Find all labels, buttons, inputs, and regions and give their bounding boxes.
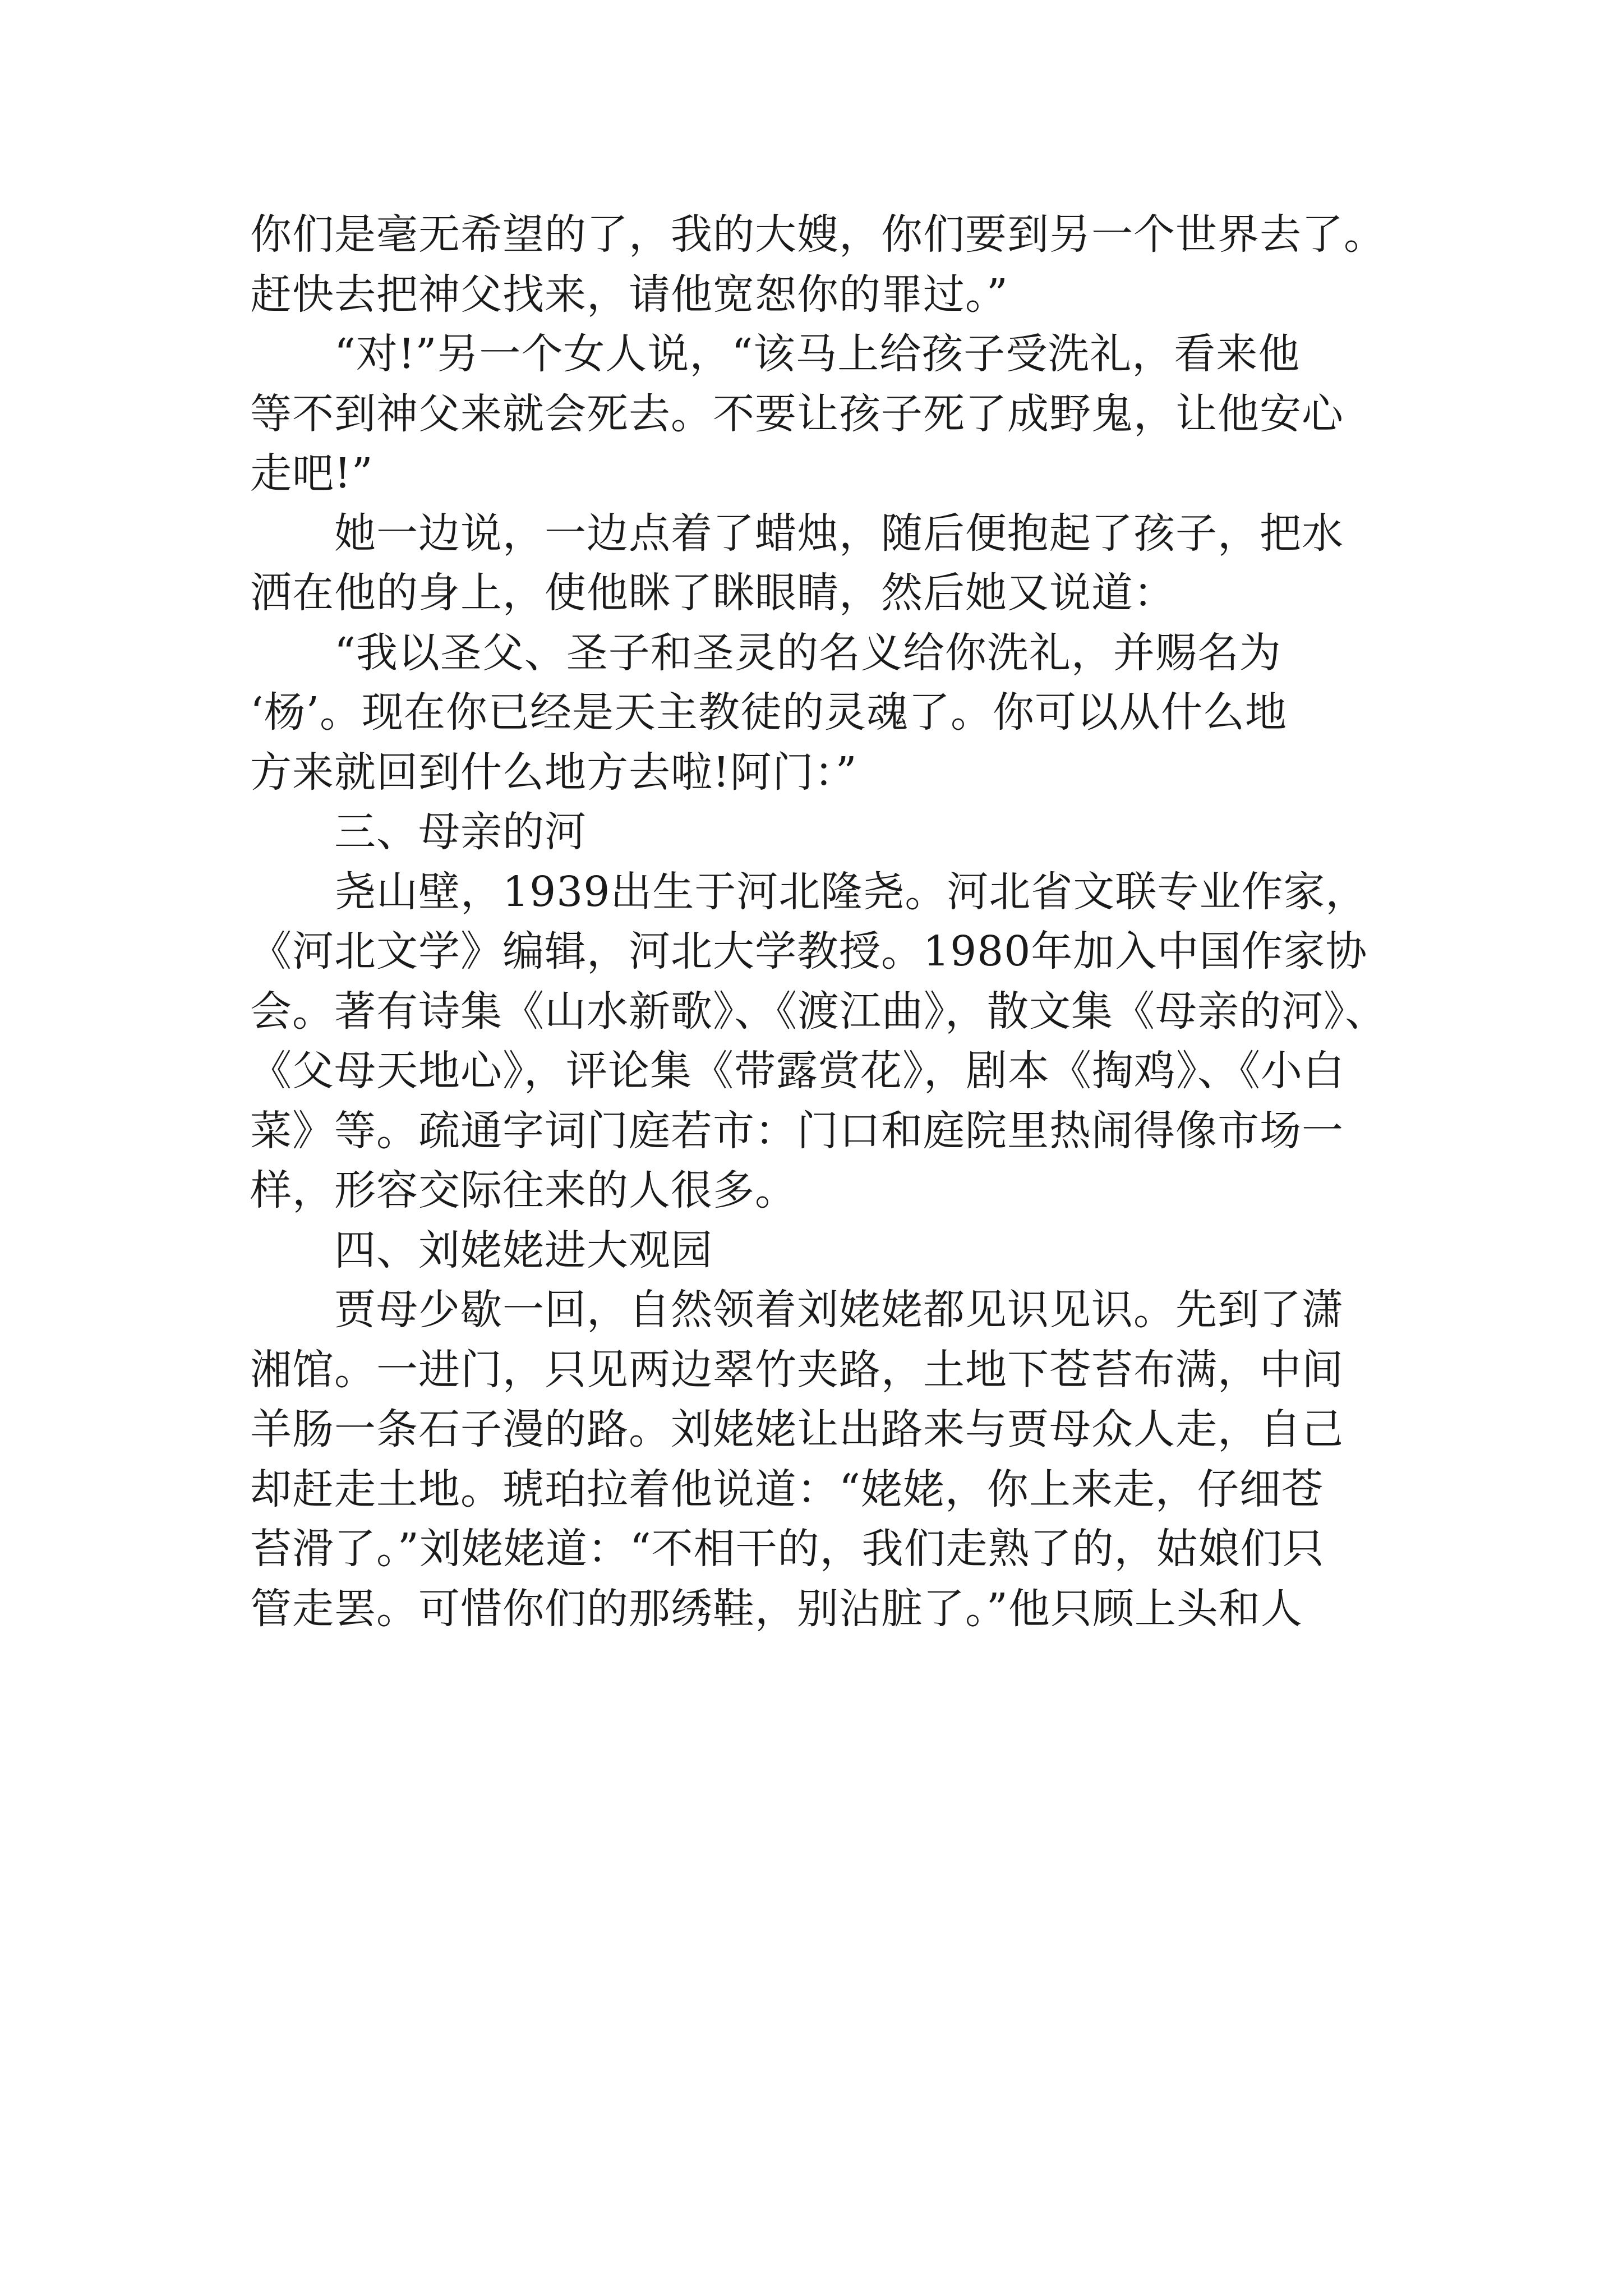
text-line: 羊肠一条石子漫的路。刘姥姥让出路来与贾母众人走，自己 [250,1405,1344,1453]
text-line: 《父母天地心》，评论集《带露赏花》，剧本《掏鸡》、《小白 [250,1047,1345,1095]
body-text [250,205,1387,1639]
text-line: 尧山壁，1939出生于河北隆尧。河北省文联专业作家， [334,867,1368,916]
text-line: 湘馆。一进门，只见两边翠竹夹路，土地下苍苔布满，中间 [250,1345,1344,1394]
section-heading: 三、母亲的河 [334,808,587,856]
text-line: “我以圣父、圣子和圣灵的名义给你洗礼，并赐名为 [334,628,1281,677]
text-line: 菜》等。疏通字词门庭若市：门口和庭院里热闹得像市场一 [250,1106,1344,1155]
text-line: 你们是毫无希望的了，我的大嫂，你们要到另一个世界去了。 [250,210,1386,259]
text-line: 苔滑了。”刘姥姥道：“不相干的，我们走熟了的，姑娘们只 [250,1525,1325,1573]
text-line: 她一边说，一边点着了蜡烛，随后便抱起了孩子，把水 [334,509,1344,558]
text-line: ‘杨’。现在你已经是天主教徒的灵魂了。你可以从什么地 [250,688,1288,737]
text-line: 洒在他的身上，使他眯了眯眼睛，然后她又说道： [250,569,1175,617]
section-heading: 四、刘姥姥进大观园 [334,1226,713,1274]
text-line: 走吧!” [250,449,374,498]
text-line: 会。著有诗集《山水新歌》、《渡江曲》，散文集《母亲的河》、 [250,987,1387,1036]
text-line: 赶快去把神父找来，请他宽恕你的罪过。” [250,270,1008,319]
text-line: 样，形容交际往来的人很多。 [250,1166,797,1214]
text-line: 却赶走土地。琥珀拉着他说道：“姥姥，你上来走，仔细苍 [250,1465,1324,1513]
text-line: “对!”另一个女人说，“该马上给孩子受洗礼，看来他 [334,330,1301,378]
text-line: 《河北文学》编辑，河北大学教授。1980年加入中国作家协 [250,927,1368,976]
text-line: 方来就回到什么地方去啦!阿门：” [250,748,857,797]
text-line: 管走罢。可惜你们的那绣鞋，别沾脏了。”他只顾上头和人 [250,1584,1303,1633]
text-line: 贾母少歇一回，自然领着刘姥姥都见识见识。先到了潇 [334,1286,1344,1334]
text-line: 等不到神父来就会死去。不要让孩子死了成野鬼，让他安心 [250,389,1344,438]
